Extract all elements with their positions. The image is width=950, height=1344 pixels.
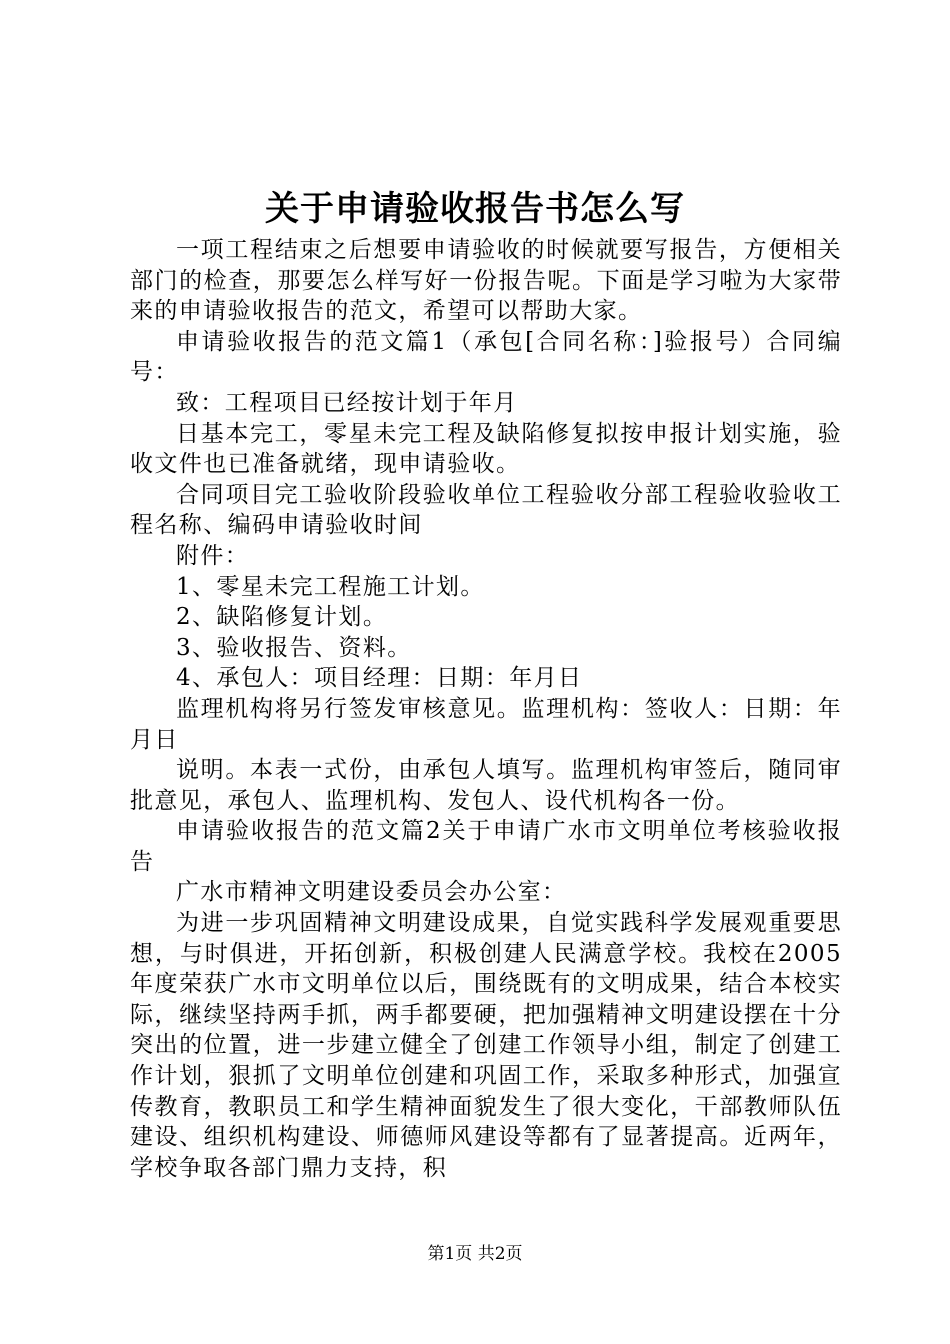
list-item: 1、零星未完工程施工计划。: [176, 573, 485, 600]
list-item: 2、缺陷修复计划。: [176, 604, 388, 631]
list-item: 3、验收报告、资料。: [176, 634, 412, 661]
paragraph: 申请验收报告的范文篇1（承包[合同名称：]验报号）合同编号：: [130, 328, 842, 386]
paragraph: 为进一步巩固精神文明建设成果，自觉实践科学发展观重要思想，与时俱进，开拓创新，积极创建人民满意学校。我校在2005年度荣获广水市文明单位以后，围绕既有的文明成果，结合本校实际，继续坚持两手抓，两手都要硬，把加强精神文明建设摆在十分突出的位置，进一步建立健全了创建工作领导小组，制定了创建工作计划，狠抓了文明单位创建和巩固工作，采取多种形式，加强宣传教育，教职员工和学生精神面貌发生了很大变化，干部教师队伍建设、组织机构建设、师德师风建设等都有了显著提高。近两年，学校争取各部门鼎力支持，积: [130, 910, 842, 1181]
paragraph: 一项工程结束之后想要申请验收的时候就要写报告，方便相关部门的检查，那要怎么样写好一份报告呢。下面是学习啦为大家带来的申请验收报告的范文，希望可以帮助大家。: [130, 237, 842, 325]
paragraph: 监理机构将另行签发审核意见。监理机构：签收人：日期：年月日: [130, 695, 842, 753]
paragraph: 附件：: [176, 542, 250, 569]
paragraph: 说明。本表一式份，由承包人填写。监理机构审签后，随同审批意见，承包人、监理机构、发包人、设代机构各一份。: [130, 757, 842, 814]
document-title: 关于申请验收报告书怎么写: [265, 189, 685, 229]
document-body: [130, 235, 842, 1183]
paragraph: 广水市精神文明建设委员会办公室：: [176, 879, 567, 906]
paragraph: 日基本完工，零星未完工程及缺陷修复拟按申报计划实施，验收文件也已准备就绪，现申请验收。: [130, 420, 842, 478]
list-item: 4、承包人：项目经理：日期：年月日: [176, 665, 583, 692]
paragraph: 致：工程项目已经按计划于年月: [176, 389, 518, 416]
page-number: 第1页 共2页: [427, 1244, 523, 1264]
paragraph: 申请验收报告的范文篇2关于申请广水市文明单位考核验收报告: [130, 818, 842, 875]
paragraph: 合同项目完工验收阶段验收单位工程验收分部工程验收验收工程名称、编码申请验收时间: [130, 481, 842, 539]
